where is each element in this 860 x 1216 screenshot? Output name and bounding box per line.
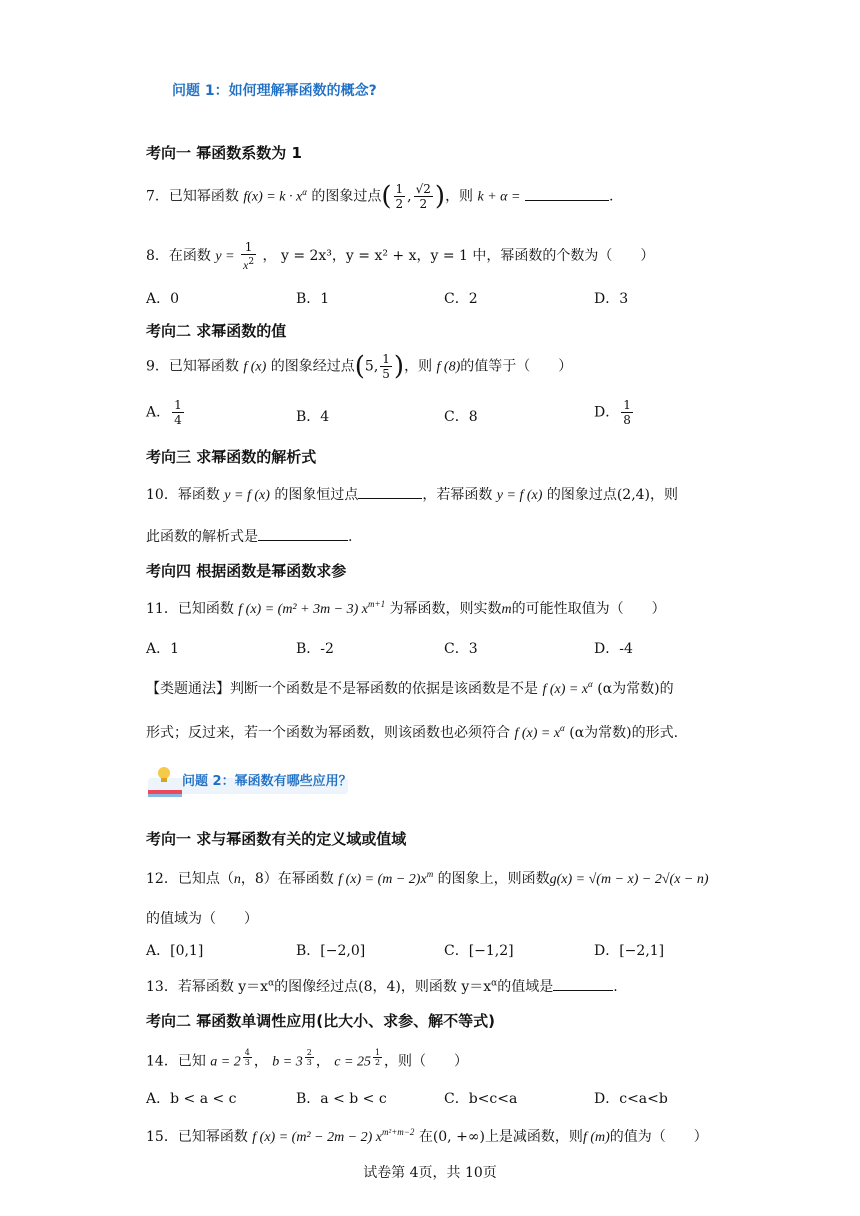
answer-blank-10b[interactable]: [258, 528, 348, 541]
problem-12-option-c[interactable]: C．[−1,2]: [444, 943, 514, 959]
problem-9-option-d[interactable]: D． $\frac{1}{8}$: [594, 398, 631, 427]
question-2-banner: [148, 764, 368, 800]
problem-13: 13．若幂函数 $y=x^\alpha$的图像经过点(8，4)，则函数 $y=x^\alpha$的值域是 .: [146, 978, 618, 995]
problem-8: 8．在函数 y = $\frac{1}{x^2}$ ， y = 2x³，y = x² + x，y = 1 中，幂函数的个数为（ ）: [146, 240, 655, 272]
problem-12-line-1: 12．已知点（n，8）在幂函数 f $(x) = (m - 2)x^m$ 的图象上，则函数g(x) = √(m − x) − 2√(x − n): [146, 869, 709, 887]
problem-8-option-d[interactable]: D．3: [594, 291, 629, 307]
problem-11-option-a[interactable]: A．1: [146, 641, 180, 657]
method-note-line-2: 形式；反过来，若一个函数为幂函数，则该函数也必须符合 f $(x) = x^\alpha$ (α为常数)的形式.: [146, 723, 679, 741]
section-heading-2: 考向二 求幂函数的值: [146, 322, 287, 340]
method-note-line-1: 【类题通法】判断一个函数是不是幂函数的依据是该函数是不是 f $(x) = x^\alpha$ (α为常数)的: [146, 679, 674, 697]
problem-12-option-d[interactable]: D．[−2,1]: [594, 943, 665, 959]
section-heading-6: 考向二 幂函数单调性应用(比大小、求参、解不等式): [146, 1012, 495, 1030]
problem-8-option-b[interactable]: B．1: [296, 291, 330, 307]
problem-11-option-d[interactable]: D．-4: [594, 641, 633, 657]
problem-8-option-a[interactable]: A．0: [146, 291, 180, 307]
problem-7: 7．已知幂函数 $f(x) = k \cdot x^\alpha$ 的图象过点( $\frac{1}{2}$ , $\frac{√2}{2}$ )，则 k + α = .: [146, 181, 614, 212]
question-2-title: 问题 2：幂函数有哪些应用？: [182, 774, 352, 789]
problem-9-option-a[interactable]: A． $\frac{1}{4}$: [146, 398, 182, 427]
answer-blank-7[interactable]: [525, 188, 609, 201]
problem-14-option-c[interactable]: C．b<c<a: [444, 1091, 518, 1107]
problem-14-option-d[interactable]: D．c<a<b: [594, 1091, 668, 1107]
problem-10-line-2: 此函数的解析式是 .: [146, 529, 353, 545]
problem-14: 14．已知 a = 2 $^{\frac{4}{3}}$ ， b = 3 $^{\frac{2}{3}}$ ， c = 25 $^{\frac{1}{2}}$ ，则（ ）: [146, 1048, 469, 1070]
answer-blank-10a[interactable]: [358, 486, 422, 499]
section-heading-5: 考向一 求与幂函数有关的定义域或值域: [146, 830, 407, 848]
problem-10-line-1: 10．幂函数 y = f (x) 的图象恒过点 ，若幂函数 y = f (x) 的图象过点(2,4)，则: [146, 487, 679, 503]
problem-14-option-b[interactable]: B．a < b < c: [296, 1091, 387, 1107]
problem-9-option-c[interactable]: C．8: [444, 409, 478, 425]
problem-8-option-c[interactable]: C．2: [444, 291, 478, 307]
problem-11-option-b[interactable]: B．-2: [296, 641, 334, 657]
section-heading-4: 考向四 根据函数是幂函数求参: [146, 562, 347, 580]
page-footer: 试卷第 4页，共 10页: [363, 1165, 497, 1181]
problem-12-option-b[interactable]: B．[−2,0]: [296, 943, 366, 959]
problem-12-line-2: 的值域为（ ）: [146, 911, 258, 927]
problem-14-option-a[interactable]: A．b < a < c: [146, 1091, 237, 1107]
problem-11: 11．已知函数 f (x) = (m² + 3m − 3) $x^{m+1}$ 为幂函数，则实数m的可能性取值为（ ）: [146, 599, 666, 617]
section-heading-1: 考向一 幂函数系数为 1: [146, 144, 302, 162]
problem-9: 9．已知幂函数 f (x) 的图象经过点(5, $\frac{1}{5}$ )，则 f (8)的值等于（ ）: [146, 351, 573, 382]
question-1-title: 问题 1：如何理解幂函数的概念?: [172, 83, 377, 99]
problem-11-option-c[interactable]: C．3: [444, 641, 478, 657]
problem-15: 15．已知幂函数 f (x) = (m² − 2m − 2) $x^{m^2+m-2}$ 在(0, +∞)上是减函数，则f (m)的值为（ ）: [146, 1127, 708, 1145]
problem-9-option-b[interactable]: B．4: [296, 409, 330, 425]
answer-blank-13[interactable]: [553, 978, 613, 991]
problem-12-option-a[interactable]: A．[0,1]: [146, 943, 204, 959]
section-heading-3: 考向三 求幂函数的解析式: [146, 448, 317, 466]
